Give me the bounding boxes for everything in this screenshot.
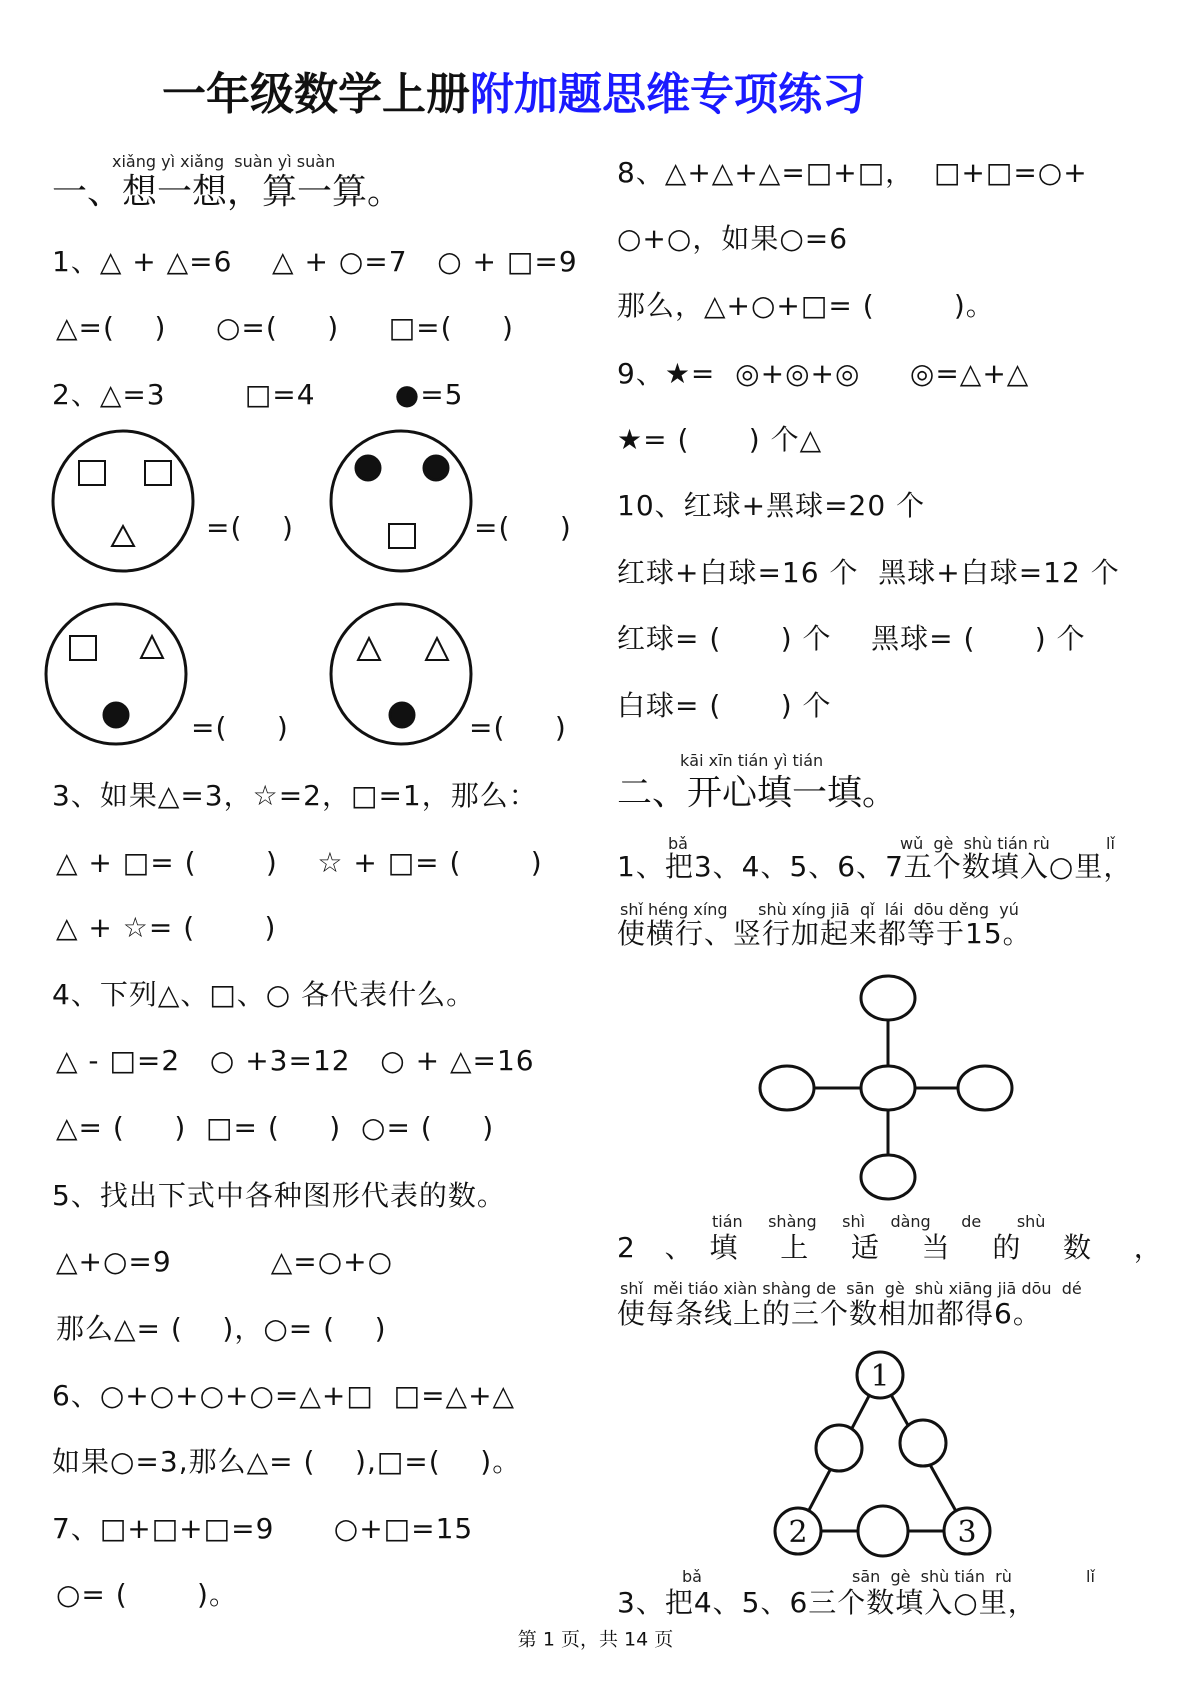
title-blue: 附加题思维专项练习 xyxy=(470,69,866,120)
q10-line3: 红球= ( ) 个 黑球= ( ) 个 xyxy=(617,622,1086,655)
q4-line2: △ - □=2 ○ +3=12 ○ + △=16 xyxy=(56,1044,535,1077)
q1-line1: 1、△ + △=6 △ + ○=7 ○ + □=9 xyxy=(52,245,578,278)
q10-line2: 红球+白球=16 个 黑球+白球=12 个 xyxy=(617,556,1120,589)
p3-pinyin-mid: sān gè shù tián rù xyxy=(852,1567,1012,1586)
face-3 xyxy=(46,604,186,744)
section2-heading: 二、开心填一填。 xyxy=(617,773,898,814)
face-2 xyxy=(331,431,471,571)
q3-line2: △ + □= ( ) ☆ + □= ( ) xyxy=(56,846,543,879)
q2-line: 2、△=3 □=4 ●=5 xyxy=(52,378,464,411)
triangle-label-1: 1 xyxy=(870,1359,890,1394)
p1-pinyin-li: lǐ xyxy=(1106,834,1115,853)
q3-line3: △ + ☆= ( ) xyxy=(56,911,277,944)
p1-pinyin-2: shǐ héng xíng shù xíng jiā qǐ lái dōu děng yú xyxy=(620,900,1019,919)
p1-line1: 1、把3、4、5、6、7五个数填入○里， xyxy=(617,850,1133,883)
q3-line1: 3、如果△=3，☆=2，□=1，那么： xyxy=(52,779,538,812)
p3-pinyin-li: lǐ xyxy=(1086,1567,1095,1586)
face-1 xyxy=(53,431,193,571)
q9-line1: 9、★= ◎+◎+◎ ◎=△+△ xyxy=(617,357,1030,390)
page-footer: 第 1 页，共 14 页 xyxy=(517,1628,674,1651)
q7-line1: 7、□+□+□=9 ○+□=15 xyxy=(52,1512,474,1545)
p1-line2: 使横行、竖行加起来都等于15。 xyxy=(617,917,1032,950)
q6-line1: 6、○+○+○+○=△+□ □=△+△ xyxy=(52,1379,516,1412)
q10-line1: 10、红球+黑球=20 个 xyxy=(617,489,926,522)
section1-pinyin: xiǎng yì xiǎng suàn yì suàn xyxy=(112,152,336,171)
q8-line2: ○+○，如果○=6 xyxy=(617,222,849,255)
p3-pinyin-ba: bǎ xyxy=(682,1567,702,1586)
q4-line3: △= ( ) □= ( ) ○= ( ) xyxy=(56,1111,495,1144)
q5-line2: △+○=9 △=○+○ xyxy=(56,1245,394,1278)
section1-heading: 一、想一想，算一算。 xyxy=(52,172,403,213)
face1-answer: =( ) xyxy=(206,511,294,544)
cross-diagram xyxy=(760,976,1012,1199)
section2-pinyin: kāi xīn tián yì tián xyxy=(680,751,824,770)
face2-answer: =( ) xyxy=(474,511,572,544)
face-4 xyxy=(331,604,471,744)
q8-line3: 那么，△+○+□= ( )。 xyxy=(617,289,995,322)
q7-line2: ○= ( )。 xyxy=(56,1578,238,1611)
p2-line1: 2 、 填 上 适 当 的 数 ， xyxy=(617,1231,1166,1264)
p2-line2: 使每条线上的三个数相加都得6。 xyxy=(617,1297,1042,1330)
triangle-label-2: 2 xyxy=(788,1515,808,1550)
face4-answer: =( ) xyxy=(469,711,567,744)
p2-pinyin-1: tián shàng shì dàng de shù xyxy=(712,1212,1046,1231)
q9-line2: ★= ( ) 个△ xyxy=(617,423,823,456)
p3-line1: 3、把4、5、6三个数填入○里， xyxy=(617,1586,1037,1619)
face3-answer: =( ) xyxy=(191,711,289,744)
q4-line1: 4、下列△、□、○ 各代表什么。 xyxy=(52,978,476,1011)
title-black: 一年级数学上册 xyxy=(162,69,470,120)
p1-pinyin-ba: bǎ xyxy=(668,834,688,853)
q1-line2: △=( ) ○=( ) □=( ) xyxy=(56,311,514,344)
q8-line1: 8、△+△+△=□+□， □+□=○+ xyxy=(617,156,1088,189)
q6-line2: 如果○=3,那么△= ( ),□=( )。 xyxy=(52,1445,522,1478)
q5-line3: 那么△= ( )，○= ( ) xyxy=(56,1312,387,1345)
q5-line1: 5、找出下式中各种图形代表的数。 xyxy=(52,1179,506,1212)
q10-line4: 白球= ( ) 个 xyxy=(617,689,832,722)
p2-pinyin-2: shǐ měi tiáo xiàn shàng de sān gè shù xiāng jiā dōu dé xyxy=(620,1279,1082,1298)
p1-pinyin-mid: wǔ gè shù tián rù xyxy=(900,834,1050,853)
triangle-label-3: 3 xyxy=(957,1515,977,1550)
